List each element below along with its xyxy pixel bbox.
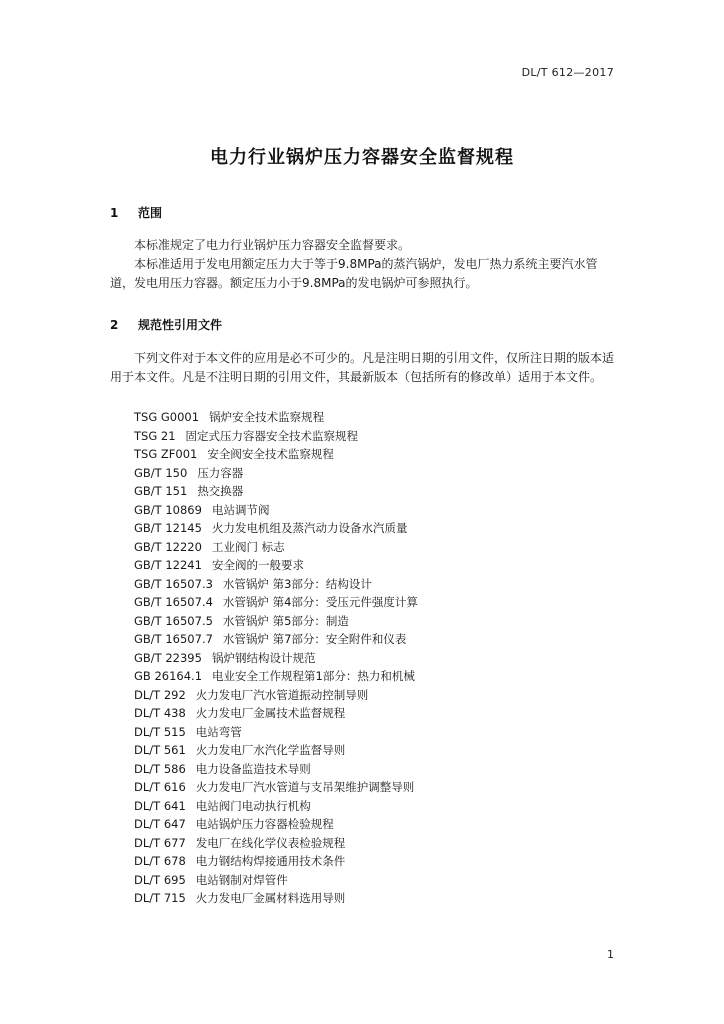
reference-item (134, 630, 418, 649)
reference-code: GB/T 16507.7 (134, 632, 213, 646)
reference-item (134, 464, 418, 483)
reference-code: DL/T 715 (134, 891, 186, 905)
reference-title: 安全阀安全技术监察规程 (207, 447, 334, 461)
reference-item (134, 427, 418, 446)
reference-code: GB 26164.1 (134, 669, 203, 683)
page-number: 1 (607, 948, 614, 961)
reference-item (134, 501, 418, 520)
reference-item (134, 482, 418, 501)
reference-code: TSG ZF001 (134, 447, 198, 461)
reference-item (134, 741, 418, 760)
reference-code: DL/T 438 (134, 706, 186, 720)
reference-title: 电力设备监造技术导则 (195, 761, 311, 776)
reference-title: 水管锅炉 第4部分：受压元件强度计算 (222, 595, 418, 609)
reference-item (134, 519, 418, 538)
reference-title: 火力发电厂汽水管道振动控制导则 (195, 687, 369, 702)
reference-code: GB/T 10869 (134, 502, 202, 517)
reference-item (134, 889, 418, 908)
reference-code: DL/T 515 (134, 724, 186, 739)
reference-title: 水管锅炉 第3部分：结构设计 (222, 576, 372, 591)
reference-code: DL/T 677 (134, 835, 186, 850)
reference-title: 电站钢制对焊管件 (195, 872, 288, 887)
section-title: 范围 (138, 206, 163, 220)
reference-title: 水管锅炉 第7部分：安全附件和仪表 (222, 632, 407, 646)
reference-title: 电站弯管 (195, 724, 242, 739)
section-scope-body (110, 236, 614, 293)
reference-item (134, 556, 418, 575)
document-title: 电力行业锅炉压力容器安全监督规程 (210, 147, 514, 168)
reference-title: 工业阀门 标志 (211, 539, 285, 554)
reference-item (134, 797, 418, 816)
section-heading-normative-references (110, 316, 222, 333)
reference-item (134, 667, 418, 686)
reference-item (134, 871, 418, 890)
reference-code: GB/T 12145 (134, 521, 202, 535)
reference-code: GB/T 151 (134, 484, 188, 498)
reference-code: GB/T 16507.3 (134, 576, 213, 591)
section-number: 2 (110, 318, 119, 332)
reference-code: TSG G0001 (134, 410, 200, 424)
reference-item (134, 686, 418, 705)
reference-title: 火力发电厂水汽化学监督导则 (195, 743, 346, 757)
reference-code: GB/T 150 (134, 465, 188, 480)
paragraph: 本标准适用于发电用额定压力大于等于9.8MPa的蒸汽锅炉，发电厂热力系统主要汽水管道，发电用压力容器。额定压力小于9.8MPa的发电锅炉可参照执行。 (110, 257, 598, 290)
reference-item (134, 704, 418, 723)
reference-code: DL/T 641 (134, 798, 186, 813)
reference-code: DL/T 561 (134, 743, 186, 757)
reference-item (134, 778, 418, 797)
reference-item (134, 612, 418, 631)
reference-title: 电业安全工作规程第1部分：热力和机械 (212, 669, 415, 683)
reference-title: 发电厂在线化学仪表检验规程 (195, 835, 346, 850)
standard-code: DL/T 612—2017 (521, 66, 614, 79)
reference-item (134, 445, 418, 464)
reference-title: 锅炉钢结构设计规范 (211, 650, 316, 665)
reference-code: DL/T 647 (134, 817, 186, 831)
reference-title: 电站阀门电动执行机构 (195, 798, 311, 813)
reference-item (134, 723, 418, 742)
reference-title: 火力发电厂金属技术监督规程 (195, 706, 346, 720)
reference-title: 压力容器 (197, 465, 244, 480)
reference-code: DL/T 695 (134, 872, 186, 887)
reference-title: 火力发电厂汽水管道与支吊架维护调整导则 (195, 780, 415, 794)
reference-item (134, 538, 418, 557)
reference-item (134, 575, 418, 594)
reference-item (134, 834, 418, 853)
reference-item (134, 593, 418, 612)
reference-title: 火力发电机组及蒸汽动力设备水汽质量 (211, 521, 408, 535)
section-number: 1 (110, 206, 119, 220)
reference-code: GB/T 16507.5 (134, 613, 213, 628)
reference-item (134, 760, 418, 779)
paragraph: 本标准规定了电力行业锅炉压力容器安全监督要求。 (134, 238, 411, 252)
section-references-intro (110, 349, 614, 387)
section-heading-scope (110, 204, 162, 221)
reference-item (134, 649, 418, 668)
reference-title: 固定式压力容器安全技术监察规程 (185, 428, 359, 443)
reference-item (134, 852, 418, 871)
reference-title: 电站调节阀 (211, 502, 270, 517)
reference-title: 热交换器 (197, 484, 244, 498)
reference-title: 水管锅炉 第5部分：制造 (222, 613, 349, 628)
reference-list (134, 408, 418, 908)
reference-item (134, 815, 418, 834)
reference-item (134, 408, 418, 427)
reference-title: 火力发电厂金属材料选用导则 (195, 891, 346, 905)
reference-code: DL/T 616 (134, 780, 186, 794)
reference-code: DL/T 678 (134, 854, 186, 868)
reference-title: 安全阀的一般要求 (211, 558, 304, 572)
reference-code: DL/T 586 (134, 761, 186, 776)
reference-code: GB/T 22395 (134, 650, 202, 665)
reference-title: 锅炉安全技术监察规程 (209, 410, 325, 424)
reference-title: 电力钢结构焊接通用技术条件 (195, 854, 346, 868)
section-title: 规范性引用文件 (138, 318, 223, 332)
paragraph: 下列文件对于本文件的应用是必不可少的。凡是注明日期的引用文件，仅所注日期的版本适用于本文件。凡是不注明日期的引用文件，其最新版本（包括所有的修改单）适用于本文件。 (110, 351, 615, 384)
reference-code: GB/T 12241 (134, 558, 202, 572)
reference-code: GB/T 12220 (134, 539, 202, 554)
reference-code: TSG 21 (134, 428, 176, 443)
reference-title: 电站锅炉压力容器检验规程 (195, 817, 334, 831)
reference-code: GB/T 16507.4 (134, 595, 213, 609)
reference-code: DL/T 292 (134, 687, 186, 702)
